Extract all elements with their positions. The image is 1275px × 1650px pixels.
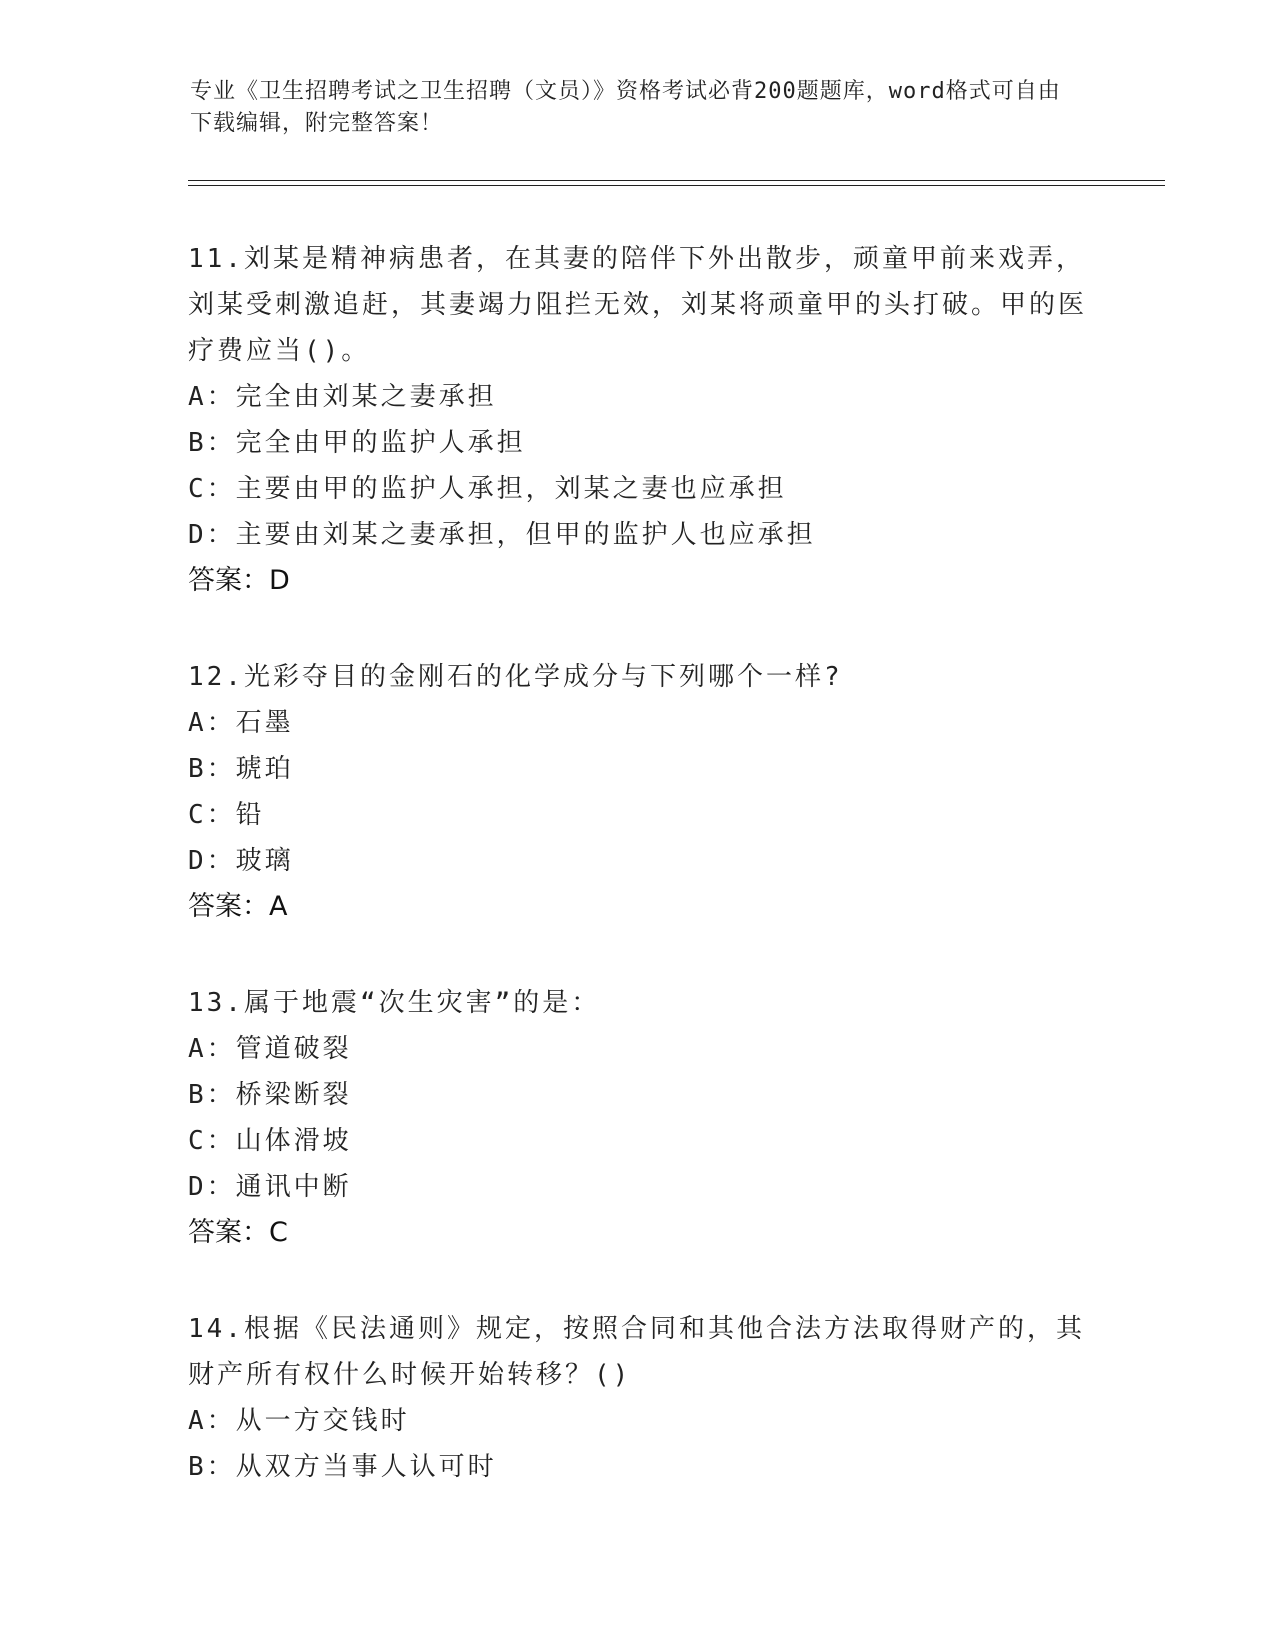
question-14 xyxy=(188,1306,1088,1490)
option-a: A：石墨 xyxy=(188,708,294,738)
option-b: B：琥珀 xyxy=(188,754,294,784)
option-b: B：完全由甲的监护人承担 xyxy=(188,428,526,458)
option-b: B：从双方当事人认可时 xyxy=(188,1452,497,1482)
option-c: C：铅 xyxy=(188,800,265,830)
option-a: A：管道破裂 xyxy=(188,1034,352,1064)
question-11 xyxy=(188,236,1088,604)
document-header: 专业《卫生招聘考试之卫生招聘（文员）》资格考试必背200题题库，word格式可自由下载编辑，附完整答案！ xyxy=(190,79,1061,136)
option-d: D：玻璃 xyxy=(188,846,294,876)
option-a: A：从一方交钱时 xyxy=(188,1406,410,1436)
question-12 xyxy=(188,654,1088,930)
header-rule-top xyxy=(188,180,1165,181)
question-text: 11.刘某是精神病患者，在其妻的陪伴下外出散步，顽童甲前来戏弄，刘某受刺激追赶，其妻竭力阻拦无效，刘某将顽童甲的头打破。甲的医疗费应当()。 xyxy=(188,244,1088,366)
question-text: 14.根据《民法通则》规定，按照合同和其他合法方法取得财产的，其财产所有权什么时候开始转移？() xyxy=(188,1314,1085,1390)
question-list xyxy=(188,236,1088,1540)
answer-label: 答案：C xyxy=(188,1217,288,1248)
option-c: C：山体滑坡 xyxy=(188,1126,352,1156)
option-b: B：桥梁断裂 xyxy=(188,1080,352,1110)
answer-label: 答案：D xyxy=(188,565,290,596)
question-text: 13.属于地震“次生灾害”的是： xyxy=(188,988,601,1018)
answer-label: 答案：A xyxy=(188,891,288,922)
header-rule-bottom xyxy=(188,185,1165,186)
option-d: D：主要由刘某之妻承担，但甲的监护人也应承担 xyxy=(188,520,816,550)
question-text: 12.光彩夺目的金刚石的化学成分与下列哪个一样? xyxy=(188,662,843,692)
option-d: D：通讯中断 xyxy=(188,1172,352,1202)
option-a: A：完全由刘某之妻承担 xyxy=(188,382,497,412)
option-c: C：主要由甲的监护人承担，刘某之妻也应承担 xyxy=(188,474,787,504)
question-13 xyxy=(188,980,1088,1256)
